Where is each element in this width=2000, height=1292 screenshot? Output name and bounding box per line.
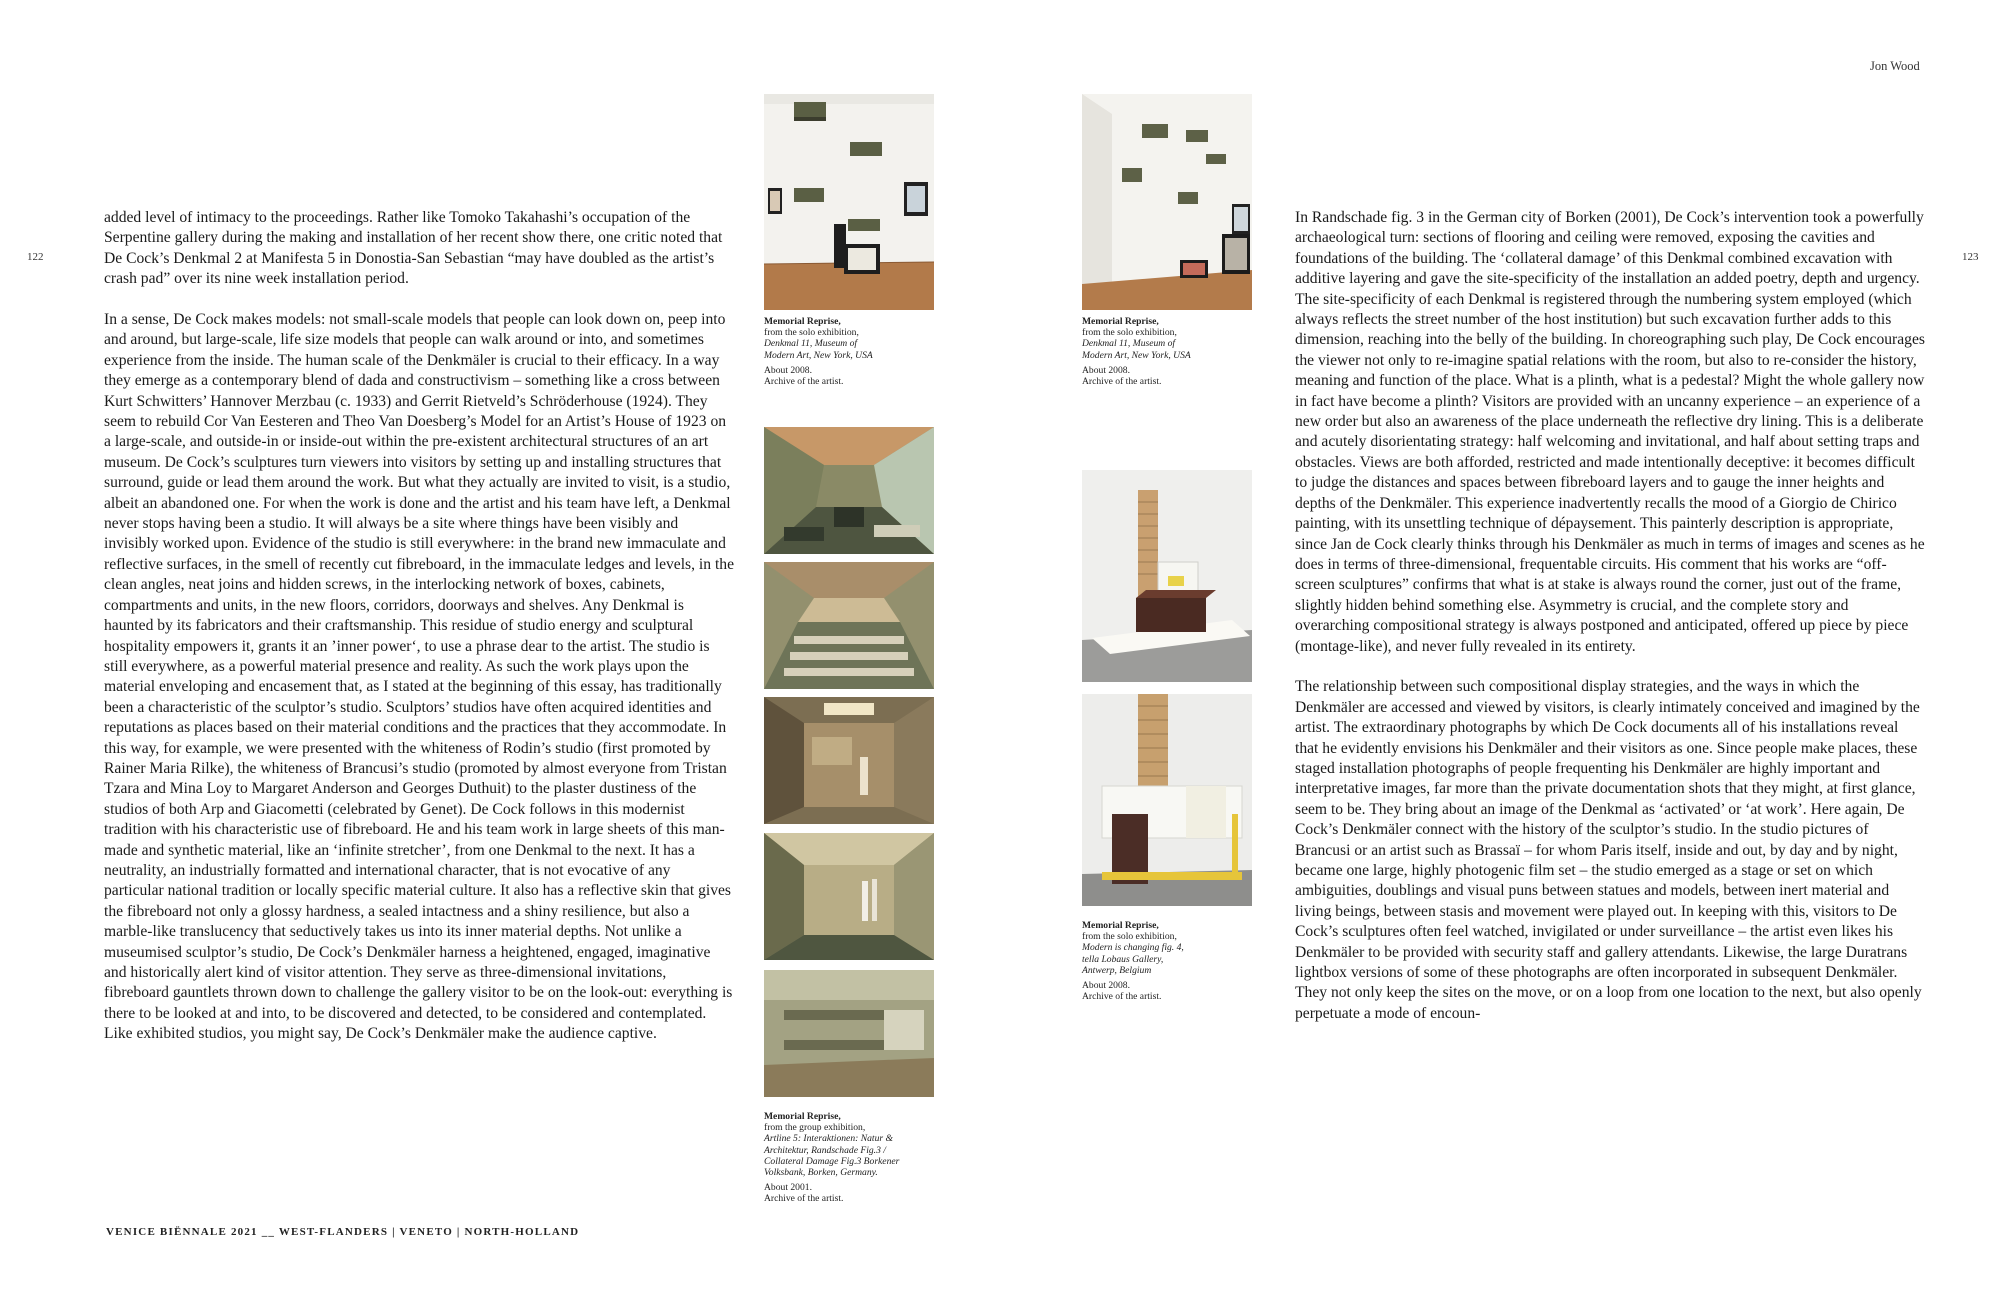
caption-work: Artline 5: Interaktionen: Natur &: [764, 1133, 893, 1145]
page-number-left: 122: [27, 251, 44, 263]
photo-borken-5: [764, 970, 934, 1097]
caption-work: Architektur, Randschade Fig.3 /: [764, 1144, 886, 1156]
photo-moma-gallery-left: [764, 94, 934, 310]
photo-borken-3: [764, 697, 934, 824]
caption-source: from the group exhibition,: [764, 1122, 866, 1134]
caption-date: About 2008.: [1082, 980, 1130, 992]
caption-archive: Archive of the artist.: [764, 376, 844, 388]
caption-source: from the solo exhibition,: [764, 327, 859, 339]
photo-borken-2: [764, 562, 934, 689]
caption-title: Memorial Reprise,: [764, 1111, 841, 1122]
running-header-author: Jon Wood: [1870, 59, 1920, 73]
caption-title: Memorial Reprise,: [1082, 316, 1159, 327]
left-text-column: [104, 208, 734, 1045]
caption-date: About 2001.: [764, 1182, 812, 1194]
caption-work: tella Lobaus Gallery,: [1082, 953, 1164, 965]
caption-work: Collateral Damage Fig.3 Borkener: [764, 1155, 900, 1167]
caption-work: Denkmal 11, Museum of: [764, 338, 858, 350]
caption-date: About 2008.: [764, 364, 812, 376]
caption-moma-left: [764, 316, 934, 387]
caption-work: Modern is changing fig. 4,: [1082, 942, 1184, 954]
caption-antwerp: [1082, 920, 1252, 1002]
page-number-right: 123: [1962, 251, 1979, 263]
right-text-column: [1295, 208, 1925, 1024]
caption-title: Memorial Reprise,: [764, 316, 841, 327]
page-footer: VENICE BIËNNALE 2021 __ WEST-FLANDERS | VENETO | NORTH-HOLLAND: [106, 1226, 580, 1238]
photo-borken-1: [764, 427, 934, 554]
photo-antwerp-sculpture-1: [1082, 470, 1252, 682]
photo-borken-4: [764, 833, 934, 960]
caption-moma-right: [1082, 316, 1252, 387]
caption-archive: Archive of the artist.: [1082, 991, 1162, 1003]
caption-work: Modern Art, New York, USA: [764, 349, 873, 361]
caption-archive: Archive of the artist.: [1082, 376, 1162, 388]
caption-archive: Archive of the artist.: [764, 1193, 844, 1205]
body-paragraph: The relationship between such compositional display strategies, and the ways in which the Denkmäler are accessed and viewed by visitors, is clearly intimately conceived and imagined by the artist. The extraordinary photographs by which De Cock documents all of his installations reveal that he evidently envisions his Denkmäler and their visitors as one. Since people make places, these staged installation photographs of people frequenting his Denkmäler are highly important and interpretative images, far more than the private documentation shots that they might, at first glance, seem to be. They bring about an image of the Denkmal as ‘activated’ or ‘at work’. Here again, De Cock’s Denkmäler connect with the history of the sculptor’s studio. In the studio pictures of Brancusi or an artist such as Brassaï – for whom Paris itself, inside and out, by day and by night, became one large, highly photogenic film set – the studio emerged as a stage or set on which ambiguities, doublings and visual puns between statues and models, between inert material and living beings, between stasis and movement were played out. In keeping with this, visitors to De Cock’s sculptures often feel watched, invigilated or under surveillance – the artist even likes his Denkmäler to be provided with security staff and gallery attendants. Likewise, the large Duratrans lightbox versions of some of these photographs are often incorporated in subsequent Denkmäler. They not only keep the sites on the move, or on a loop from one location to the next, but also openly perpetuate a mode of encoun-: [1295, 678, 1922, 1022]
caption-borken: [764, 1111, 944, 1205]
body-paragraph: added level of intimacy to the proceedings. Rather like Tomoko Takahashi’s occupation of the Serpentine gallery during the making and installation of her recent show there, one critic noted that De Cock’s Denkmal 2 at Manifesta 5 in Donostia-San Sebastian “may have doubled as the artist’s crash pad” over its nine week installation period.: [104, 209, 723, 288]
caption-source: from the solo exhibition,: [1082, 327, 1177, 339]
body-paragraph: In Randschade fig. 3 in the German city of Borken (2001), De Cock’s intervention took a powerfully archaeological turn: sections of flooring and ceiling were removed, exposing the cavities and foundations of the building. The ‘collateral damage’ of this Denkmal combined excavation with additive layering and gave the site-specificity of the installation an added poetry, depth and urgency. The site-specificity of each Denkmal is registered through the numbering system employed (which always reflects the street number of the host institution) but such excavation further adds to this dimension, reaching into the belly of the building. In choreographing such play, De Cock encourages the viewer not only to re-imagine spatial relations with the room, but also to re-consider the history, meaning and function of the place. What is a plinth, what is a pedestal? Might the whole gallery now in fact have become a plinth? Visitors are provided with an uncanny experience – an experience of a new order but also an awareness of the place underneath the reflective dry lining. This is a deliberate and acutely disorientating strategy: half welcoming and invitational, and half about setting traps and obstacles. Views are both afforded, restricted and made intentionally deceptive: it becomes difficult to judge the distances and spaces between fibreboard layers and to gauge the inner heights and depths of the Denkmäler. This experience inadvertently recalls the mood of a Giorgio de Chirico painting, with its unsettling technique of dépaysement. This painterly description is appropriate, since Jan de Cock clearly thinks through his Denkmäler as much in terms of images and scenes as he does in terms of three-dimensional, frequentable circuits. His comment that his works are “off-screen sculptures” confirms that what is at stake is always round the corner, just out of the frame, slightly hidden behind something else. Asymmetry is crucial, and the complete story and overarching compositional strategy is always postponed and anticipated, offered up piece by piece (montage-like), and never fully revealed in its entirety.: [1295, 209, 1925, 655]
caption-date: About 2008.: [1082, 364, 1130, 376]
caption-work: Modern Art, New York, USA: [1082, 349, 1191, 361]
caption-work: Volksbank, Borken, Germany.: [764, 1167, 878, 1179]
caption-work: Denkmal 11, Museum of: [1082, 338, 1176, 350]
photo-moma-gallery-right: [1082, 94, 1252, 310]
body-paragraph: In a sense, De Cock makes models: not small-scale models that people can look down on, peep into and around, but large-scale, life size models that people can walk around or into, and sometimes experience from the inside. The human scale of the Denkmäler is crucial to their efficacy. In a way they emerge as a contemporary blend of dada and constructivism – something like a cross between Kurt Schwitters’ Hannover Merzbau (c. 1933) and Gerrit Rietveld’s Schröderhouse (1924). They seem to rebuild Cor Van Eesteren and Theo Van Doesberg’s Model for an Artist’s House of 1923 on a large-scale, and outside-in or inside-out within the pre-existent architectural structures of an art museum. De Cock’s sculptures turn viewers into visitors by setting up and installing structures that surround, guide or lead them around the work. But what they actually are invited to visit, is a studio, albeit an abandoned one. For when the work is done and the artist and his team have left, a Denkmal never stops having been a studio. It will always be a site where things have been visibly and invisibly worked upon. Evidence of the studio is still everywhere: in the brand new immaculate and reflective surfaces, in the smell of recently cut fibreboard, in the immaculate ledges and levels, in the clean angles, neat joins and hidden screws, in the interlocking network of boxes, cabinets, compartments and units, in the new floors, corridors, doorways and shelves. Any Denkmal is haunted by its fabricators and their craftsmanship. This residue of studio energy and sculptural hospitality empowers it, grants it an ’inner power‘, to use a phrase dear to the artist. The studio is still everywhere, as a powerful material presence and reality. As such the work plays upon the material enveloping and encasement that, as I stated at the beginning of this essay, has traditionally been a characteristic of the sculptor’s studio. Sculptors’ studios have often acquired identities and reputations as places based on their material conditions and the practices that they accommodate. In this way, for example, we were presented with the whiteness of Rodin’s studio (first promoted by Rainer Maria Rilke), the whiteness of Brancusi’s studio (promoted by almost everyone from Tristan Tzara and Mina Loy to Margaret Anderson and Georges Duthuit) to the plaster dustiness of the studios of both Arp and Giacometti (celebrated by Genet). De Cock follows in this modernist tradition with his characteristic use of fibreboard. He and his team work in large sheets of this man-made and synthetic material, like an ‘infinite stretcher’, from one Denkmal to the next. It has a neutrality, an industrially formatted and international character, that is not evocative of any particular national tradition or locally specific material culture. It also has a reflective skin that gives the fibreboard not only a glossy hardness, a sealed intactness and a shiny resilience, but also a marble-like translucency that seductively takes us into its inner material depths. Not unlike a museumised sculptor’s studio, De Cock’s Denkmäler harness a heightened, engaged, imaginative and historically alert kind of visitor attention. They serve as three-dimensional invitations, fibreboard gauntlets thrown down to challenge the gallery visitor to be on the look-out: everything is there to be looked at and into, to be discovered and detected, to be considered and contemplated. Like exhibited studios, you might say, De Cock’s Denkmäler make the audience captive.: [104, 311, 735, 1043]
caption-source: from the solo exhibition,: [1082, 931, 1177, 943]
photo-antwerp-sculpture-2: [1082, 694, 1252, 906]
caption-work: Antwerp, Belgium: [1082, 964, 1152, 976]
caption-title: Memorial Reprise,: [1082, 920, 1159, 931]
